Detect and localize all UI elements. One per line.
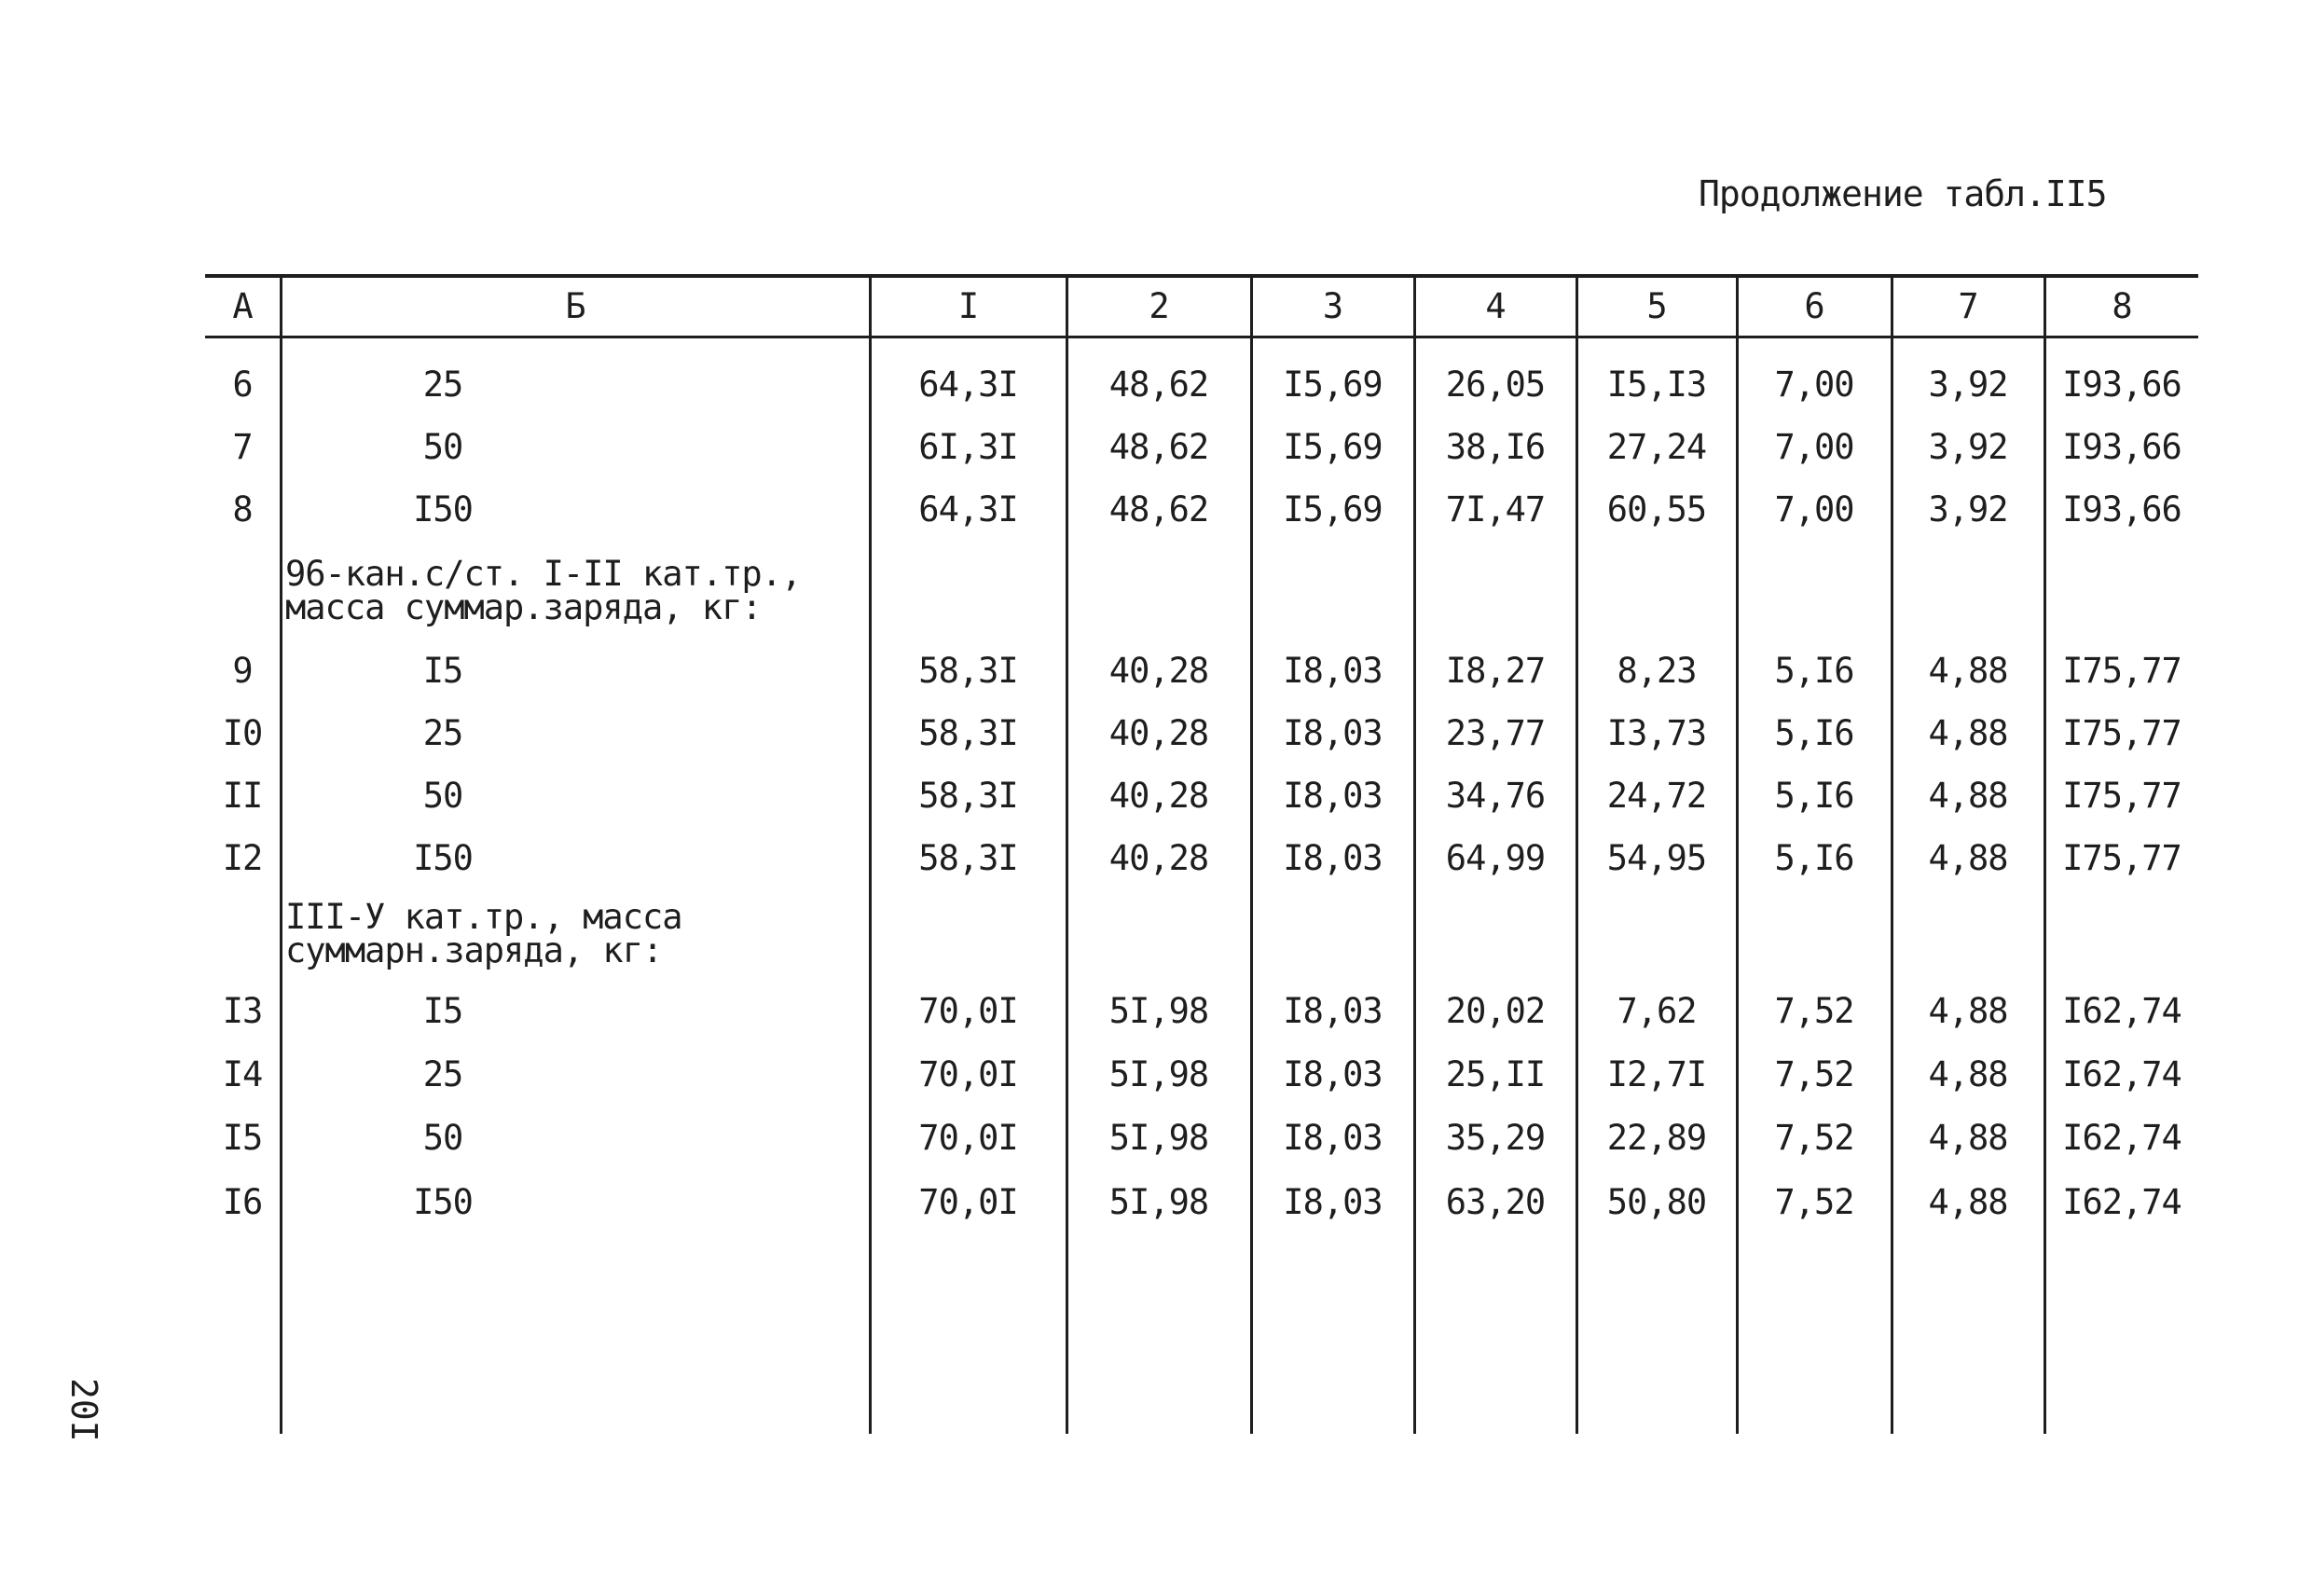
value-cell: 70,0I	[918, 1182, 1018, 1222]
value-cell: 7,52	[1774, 1118, 1854, 1158]
charge-mass-cell: 50	[422, 1118, 463, 1158]
charge-mass-cell: I5	[422, 991, 463, 1031]
value-cell: 7,52	[1774, 991, 1854, 1031]
value-cell: 64,3I	[918, 365, 1018, 405]
value-cell: I93,66	[2062, 489, 2181, 530]
header-cell: 2	[1149, 286, 1169, 326]
value-cell: 64,99	[1445, 838, 1546, 878]
value-cell: 58,3I	[918, 651, 1018, 691]
row-index-cell: I6	[222, 1182, 263, 1222]
value-cell: 8,23	[1617, 651, 1697, 691]
value-cell: I62,74	[2062, 1182, 2181, 1222]
value-cell: I8,03	[1283, 1182, 1383, 1222]
charge-mass-cell: 50	[422, 776, 463, 816]
value-cell: 4,88	[1928, 1118, 2008, 1158]
value-cell: 5,I6	[1774, 713, 1854, 753]
value-cell: I5,69	[1283, 365, 1383, 405]
value-cell: I62,74	[2062, 991, 2181, 1031]
value-cell: 25,II	[1445, 1054, 1546, 1094]
value-cell: 60,55	[1606, 489, 1707, 530]
row-index-cell: I5	[222, 1118, 263, 1158]
value-cell: I8,03	[1283, 991, 1383, 1031]
header-cell: 4	[1485, 286, 1506, 326]
value-cell: 38,I6	[1445, 427, 1546, 467]
value-cell: I75,77	[2062, 838, 2181, 878]
value-cell: 5I,98	[1108, 1054, 1209, 1094]
value-cell: 48,62	[1108, 365, 1209, 405]
value-cell: I3,73	[1606, 713, 1707, 753]
row-index-cell: II	[222, 776, 263, 816]
value-cell: 5,I6	[1774, 776, 1854, 816]
value-cell: 5,I6	[1774, 838, 1854, 878]
value-cell: 50,80	[1606, 1182, 1707, 1222]
value-cell: 48,62	[1108, 489, 1209, 530]
value-cell: 26,05	[1445, 365, 1546, 405]
row-index-cell: I3	[222, 991, 263, 1031]
value-cell: 7,62	[1617, 991, 1697, 1031]
row-index-cell: I0	[222, 713, 263, 753]
value-cell: 6I,3I	[918, 427, 1018, 467]
value-cell: 70,0I	[918, 1054, 1018, 1094]
row-index-cell: 6	[232, 365, 253, 405]
value-cell: 7,00	[1774, 365, 1854, 405]
value-cell: 40,28	[1108, 713, 1209, 753]
header-cell: Б	[565, 286, 585, 326]
value-cell: 20,02	[1445, 991, 1546, 1031]
value-cell: 40,28	[1108, 838, 1209, 878]
value-cell: 70,0I	[918, 1118, 1018, 1158]
value-cell: 4,88	[1928, 1182, 2008, 1222]
value-cell: 4,88	[1928, 991, 2008, 1031]
value-cell: 4,88	[1928, 776, 2008, 816]
section-subheader	[285, 554, 802, 627]
charge-mass-cell: 25	[422, 1054, 463, 1094]
value-cell: 7,52	[1774, 1054, 1854, 1094]
subheader-line: 96-кан.с/ст. I-II кат.тр.,	[285, 554, 802, 594]
value-cell: 5,I6	[1774, 651, 1854, 691]
charge-mass-cell: I50	[413, 838, 473, 878]
value-cell: I8,03	[1283, 1054, 1383, 1094]
row-index-cell: 7	[232, 427, 253, 467]
value-cell: 7,00	[1774, 489, 1854, 530]
page-number: 20I	[63, 1378, 104, 1442]
value-cell: 48,62	[1108, 427, 1209, 467]
subheader-line: III-У кат.тр., масса	[285, 897, 682, 937]
value-cell: I93,66	[2062, 427, 2181, 467]
value-cell: 54,95	[1606, 838, 1707, 878]
row-index-cell: 9	[232, 651, 253, 691]
header-cell: 3	[1322, 286, 1343, 326]
value-cell: I5,I3	[1606, 365, 1707, 405]
row-index-cell: 8	[232, 489, 253, 530]
value-cell: 58,3I	[918, 838, 1018, 878]
header-cell: 8	[2112, 286, 2132, 326]
value-cell: I5,69	[1283, 489, 1383, 530]
charge-mass-cell: 25	[422, 713, 463, 753]
value-cell: 58,3I	[918, 776, 1018, 816]
value-cell: 40,28	[1108, 651, 1209, 691]
value-cell: I62,74	[2062, 1118, 2181, 1158]
value-cell: 63,20	[1445, 1182, 1546, 1222]
value-cell: 4,88	[1928, 1054, 2008, 1094]
value-cell: 7I,47	[1445, 489, 1546, 530]
value-cell: I8,03	[1283, 651, 1383, 691]
value-cell: I2,7I	[1606, 1054, 1707, 1094]
header-bottom-rule	[205, 336, 2198, 338]
value-cell: 64,3I	[918, 489, 1018, 530]
value-cell: 3,92	[1928, 427, 2008, 467]
value-cell: I8,27	[1445, 651, 1546, 691]
subheader-line: суммарн.заряда, кг:	[285, 930, 663, 970]
value-cell: 58,3I	[918, 713, 1018, 753]
subheader-line: масса суммар.заряда, кг:	[285, 587, 762, 627]
header-cell: 7	[1958, 286, 1978, 326]
value-cell: 40,28	[1108, 776, 1209, 816]
charge-mass-cell: 25	[422, 365, 463, 405]
charge-mass-cell: I50	[413, 489, 473, 530]
section-subheader	[285, 897, 682, 970]
value-cell: I62,74	[2062, 1054, 2181, 1094]
value-cell: 4,88	[1928, 713, 2008, 753]
value-cell: I8,03	[1283, 838, 1383, 878]
value-cell: 23,77	[1445, 713, 1546, 753]
value-cell: I75,77	[2062, 651, 2181, 691]
value-cell: 70,0I	[918, 991, 1018, 1031]
header-cell: 5	[1646, 286, 1667, 326]
value-cell: 27,24	[1606, 427, 1707, 467]
header-cell: 6	[1804, 286, 1824, 326]
row-index-cell: I4	[222, 1054, 263, 1094]
value-cell: 7,52	[1774, 1182, 1854, 1222]
value-cell: I75,77	[2062, 776, 2181, 816]
table-caption: Продолжение табл.II5	[1699, 173, 2107, 214]
column-divider	[280, 278, 282, 1434]
value-cell: 7,00	[1774, 427, 1854, 467]
value-cell: 22,89	[1606, 1118, 1707, 1158]
value-cell: I5,69	[1283, 427, 1383, 467]
value-cell: 4,88	[1928, 651, 2008, 691]
value-cell: 5I,98	[1108, 1118, 1209, 1158]
value-cell: 24,72	[1606, 776, 1707, 816]
value-cell: I93,66	[2062, 365, 2181, 405]
value-cell: I8,03	[1283, 776, 1383, 816]
value-cell: I75,77	[2062, 713, 2181, 753]
value-cell: 5I,98	[1108, 1182, 1209, 1222]
header-cell: А	[232, 286, 253, 326]
value-cell: I8,03	[1283, 1118, 1383, 1158]
header-cell: I	[957, 286, 979, 326]
value-cell: 35,29	[1445, 1118, 1546, 1158]
charge-mass-cell: I50	[413, 1182, 473, 1222]
charge-mass-cell: I5	[422, 651, 463, 691]
charge-mass-cell: 50	[422, 427, 463, 467]
value-cell: 4,88	[1928, 838, 2008, 878]
value-cell: I8,03	[1283, 713, 1383, 753]
value-cell: 5I,98	[1108, 991, 1209, 1031]
value-cell: 34,76	[1445, 776, 1546, 816]
value-cell: 3,92	[1928, 365, 2008, 405]
value-cell: 3,92	[1928, 489, 2008, 530]
row-index-cell: I2	[222, 838, 263, 878]
